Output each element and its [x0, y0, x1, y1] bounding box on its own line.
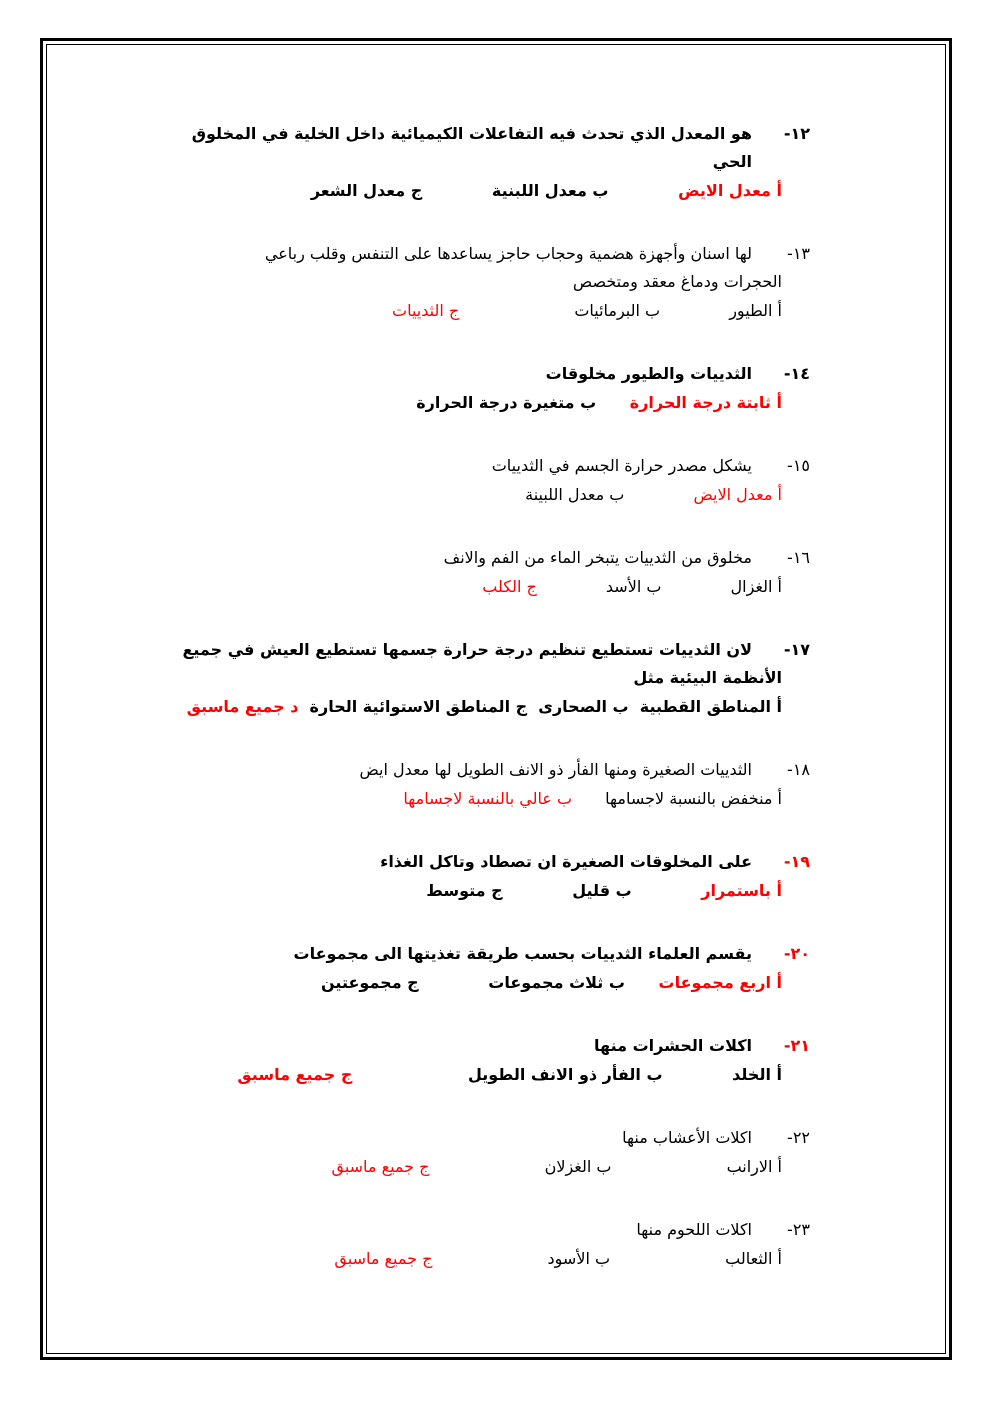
question-list	[150, 120, 810, 1308]
option-b[interactable]: ب الغزلان	[544, 1157, 612, 1176]
question-text: اكلات اللحوم منها	[636, 1220, 752, 1239]
option-b[interactable]: ب عالي بالنسبة لاجسامها	[403, 789, 573, 808]
option-c[interactable]: ج الثدييات	[392, 301, 460, 320]
question-number: ١٨-	[787, 760, 810, 779]
question-text: اكلات الحشرات منها	[594, 1036, 752, 1055]
question-13	[150, 240, 810, 326]
option-b[interactable]: ب معدل اللبينة	[525, 485, 625, 504]
question-22	[150, 1124, 810, 1182]
option-c[interactable]: ج المناطق الاستوائية الحارة	[309, 697, 528, 716]
question-text: الثدييات والطيور مخلوقات	[545, 364, 752, 383]
option-b[interactable]: ب الأسد	[605, 577, 662, 596]
option-b[interactable]: ب متغيرة درجة الحرارة	[416, 393, 597, 412]
question-19	[150, 848, 810, 906]
options	[150, 692, 810, 722]
option-a[interactable]: أ ثابتة درجة الحرارة	[629, 393, 782, 412]
option-a[interactable]: أ المناطق القطبية	[639, 697, 782, 716]
question-number: ١٤-	[783, 364, 810, 383]
option-a[interactable]: أ الطيور	[729, 301, 782, 320]
question-16	[150, 544, 810, 602]
question-number: ١٣-	[787, 244, 810, 263]
options	[150, 784, 810, 814]
options	[150, 1152, 810, 1182]
options	[150, 1244, 810, 1274]
options	[150, 1060, 810, 1090]
question-number: ١٧-	[783, 640, 810, 659]
question-number: ٢٠-	[783, 944, 810, 963]
option-a[interactable]: أ الارانب	[726, 1157, 782, 1176]
question-text: يشكل مصدر حرارة الجسم في الثدييات	[491, 456, 752, 475]
option-a[interactable]: أ باستمرار	[701, 881, 782, 900]
question-number: ٢١-	[783, 1036, 810, 1055]
option-c[interactable]: ج جميع ماسبق	[331, 1157, 430, 1176]
option-b[interactable]: ب الفأر ذو الانف الطويل	[467, 1065, 663, 1084]
question-number: ١٩-	[783, 852, 810, 871]
question-number: ١٦-	[787, 548, 810, 567]
options	[150, 296, 810, 326]
question-text: الثدييات الصغيرة ومنها الفأر ذو الانف الطويل لها معدل ايض	[359, 760, 752, 779]
question-text-continued: الأنظمة البيئية مثل	[633, 668, 782, 687]
options	[150, 572, 810, 602]
question-20	[150, 940, 810, 998]
option-b[interactable]: ب الأسود	[547, 1249, 611, 1268]
question-number: ٢٣-	[787, 1220, 810, 1239]
question-12	[150, 120, 810, 206]
options	[150, 968, 810, 998]
option-a[interactable]: أ الثعالب	[725, 1249, 782, 1268]
option-a[interactable]: أ اربع مجموعات	[658, 973, 782, 992]
question-number: ١٢-	[783, 124, 810, 143]
option-a[interactable]: أ الغزال	[730, 577, 782, 596]
option-c[interactable]: ج مجموعتين	[321, 973, 419, 992]
option-c[interactable]: ج جميع ماسبق	[237, 1065, 353, 1084]
question-text: على المخلوقات الصغيرة ان تصطاد وتاكل الغذاء	[380, 852, 752, 871]
option-c[interactable]: ج جميع ماسبق	[334, 1249, 433, 1268]
question-text: مخلوق من الثدييات يتبخر الماء من الفم والانف	[443, 548, 752, 567]
question-17	[150, 636, 810, 722]
options	[150, 176, 810, 206]
question-text: يقسم العلماء الثدييات بحسب طريقة تغذيتها الى مجموعات	[293, 944, 752, 963]
question-15	[150, 452, 810, 510]
question-text: لان الثدييات تستطيع تنظيم درجة حرارة جسمها تستطيع العيش في جميع	[182, 640, 752, 659]
option-a[interactable]: أ منخفض بالنسبة لاجسامها	[605, 789, 782, 808]
question-text-continued: الحجرات ودماغ معقد ومتخصص	[572, 272, 782, 291]
question-text: اكلات الأعشاب منها	[622, 1128, 752, 1147]
option-d[interactable]: د جميع ماسبق	[186, 697, 299, 716]
option-b[interactable]: ب ثلاث مجموعات	[488, 973, 625, 992]
option-b[interactable]: ب البرمائيات	[574, 301, 661, 320]
options	[150, 876, 810, 906]
question-text: لها اسنان وأجهزة هضمية وحجاب حاجز يساعدها على التنفس وقلب رباعي	[264, 244, 752, 263]
option-b[interactable]: ب معدل اللبنية	[491, 181, 609, 200]
option-a[interactable]: أ معدل الايض	[693, 485, 782, 504]
option-b[interactable]: ب الصحارى	[538, 697, 629, 716]
options	[150, 388, 810, 418]
option-a[interactable]: أ الخلد	[732, 1065, 782, 1084]
question-text: هو المعدل الذي تحدث فيه التفاعلات الكيميائية داخل الخلية في المخلوق الحي	[191, 124, 752, 171]
question-number: ١٥-	[787, 456, 810, 475]
option-c[interactable]: ج معدل الشعر	[310, 181, 423, 200]
option-b[interactable]: ب قليل	[572, 881, 632, 900]
option-c[interactable]: ج متوسط	[426, 881, 503, 900]
question-18	[150, 756, 810, 814]
option-c[interactable]: ج الكلب	[482, 577, 537, 596]
question-23	[150, 1216, 810, 1274]
option-a[interactable]: أ معدل الايض	[678, 181, 782, 200]
options	[150, 480, 810, 510]
question-14	[150, 360, 810, 418]
question-number: ٢٢-	[787, 1128, 810, 1147]
question-21	[150, 1032, 810, 1090]
